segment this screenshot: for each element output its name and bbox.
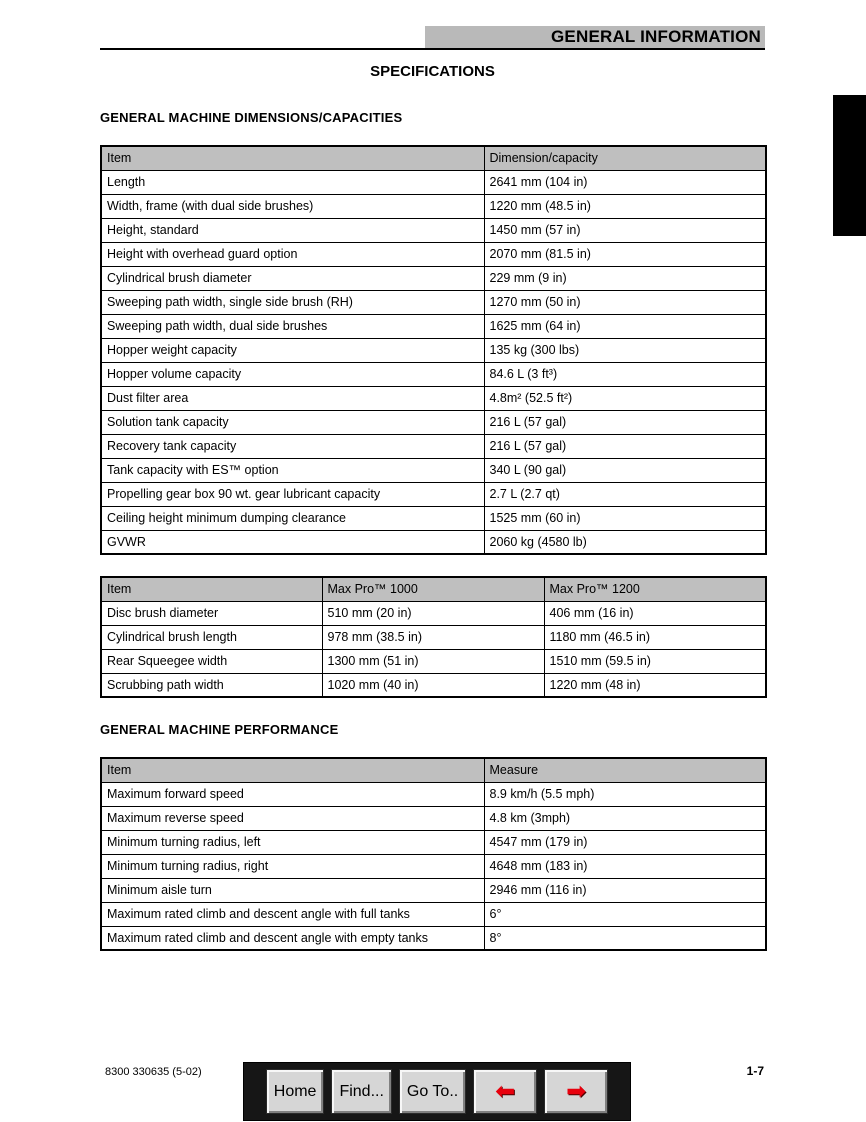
- table-cell: Minimum turning radius, left: [101, 830, 484, 854]
- table-row: [101, 434, 766, 458]
- table-row: [101, 902, 766, 926]
- table-cell: 1180 mm (46.5 in): [544, 625, 766, 649]
- previous-page-button[interactable]: [473, 1069, 537, 1114]
- table-cell: 8.9 km/h (5.5 mph): [484, 782, 766, 806]
- column-header: Measure: [484, 758, 766, 782]
- table-row: [101, 482, 766, 506]
- table-cell: 1625 mm (64 in): [484, 314, 766, 338]
- page-title: SPECIFICATIONS: [370, 63, 495, 80]
- table-cell: 135 kg (300 lbs): [484, 338, 766, 362]
- table-header-row: [101, 146, 766, 170]
- column-header: Max Pro™ 1200: [544, 577, 766, 601]
- table-row: [101, 170, 766, 194]
- table-cell: 216 L (57 gal): [484, 410, 766, 434]
- table-row: [101, 386, 766, 410]
- column-header: Item: [101, 146, 484, 170]
- table-cell: 2.7 L (2.7 qt): [484, 482, 766, 506]
- table-cell: Sweeping path width, dual side brushes: [101, 314, 484, 338]
- section-tab-marker: [833, 95, 866, 236]
- table-cell: 406 mm (16 in): [544, 601, 766, 625]
- table-row: [101, 649, 766, 673]
- table-row: [101, 194, 766, 218]
- table-cell: Cylindrical brush diameter: [101, 266, 484, 290]
- table-cell: 4.8 km (3mph): [484, 806, 766, 830]
- table-cell: Recovery tank capacity: [101, 434, 484, 458]
- table-row: [101, 601, 766, 625]
- forward-arrow-icon: ➡: [566, 1077, 587, 1105]
- table-cell: Maximum reverse speed: [101, 806, 484, 830]
- table-row: [101, 854, 766, 878]
- table-cell: Scrubbing path width: [101, 673, 322, 697]
- page-header-rule: [100, 26, 765, 50]
- table-cell: Tank capacity with ES™ option: [101, 458, 484, 482]
- table-cell: Hopper weight capacity: [101, 338, 484, 362]
- next-page-button[interactable]: [544, 1069, 608, 1114]
- table-row: [101, 530, 766, 554]
- table-cell: 1510 mm (59.5 in): [544, 649, 766, 673]
- table-row: [101, 878, 766, 902]
- back-arrow-icon: ⬅: [495, 1077, 516, 1105]
- table-cell: 1020 mm (40 in): [322, 673, 544, 697]
- table-cell: 340 L (90 gal): [484, 458, 766, 482]
- table-cell: Disc brush diameter: [101, 601, 322, 625]
- table-cell: Rear Squeegee width: [101, 649, 322, 673]
- column-header: Max Pro™ 1000: [322, 577, 544, 601]
- table-cell: Ceiling height minimum dumping clearance: [101, 506, 484, 530]
- dimensions-capacities-table: [100, 145, 767, 555]
- page-header-title: GENERAL INFORMATION: [425, 26, 765, 48]
- table-row: [101, 782, 766, 806]
- table-cell: 1450 mm (57 in): [484, 218, 766, 242]
- table-cell: 2070 mm (81.5 in): [484, 242, 766, 266]
- table-row: [101, 926, 766, 950]
- table-cell: Propelling gear box 90 wt. gear lubricant capacity: [101, 482, 484, 506]
- table-cell: Cylindrical brush length: [101, 625, 322, 649]
- table-cell: 1300 mm (51 in): [322, 649, 544, 673]
- table-cell: 84.6 L (3 ft³): [484, 362, 766, 386]
- table-cell: 2946 mm (116 in): [484, 878, 766, 902]
- pdf-navigation-bar: [243, 1062, 631, 1121]
- section-heading-performance: GENERAL MACHINE PERFORMANCE: [100, 722, 339, 737]
- table-cell: 6°: [484, 902, 766, 926]
- table-cell: GVWR: [101, 530, 484, 554]
- table-row: [101, 506, 766, 530]
- model-comparison-table: [100, 576, 767, 698]
- document-number: 8300 330635 (5-02): [105, 1066, 202, 1078]
- table-row: [101, 625, 766, 649]
- table-cell: Minimum aisle turn: [101, 878, 484, 902]
- table-cell: 1220 mm (48 in): [544, 673, 766, 697]
- table-row: [101, 242, 766, 266]
- home-button[interactable]: Home: [266, 1069, 325, 1114]
- table-cell: 510 mm (20 in): [322, 601, 544, 625]
- table-cell: 4.8m² (52.5 ft²): [484, 386, 766, 410]
- table-cell: 978 mm (38.5 in): [322, 625, 544, 649]
- table-row: [101, 806, 766, 830]
- table-cell: 4648 mm (183 in): [484, 854, 766, 878]
- table-row: [101, 458, 766, 482]
- goto-button[interactable]: Go To..: [399, 1069, 466, 1114]
- table-cell: Dust filter area: [101, 386, 484, 410]
- column-header: Dimension/capacity: [484, 146, 766, 170]
- table-cell: Solution tank capacity: [101, 410, 484, 434]
- table-header-row: [101, 577, 766, 601]
- table-row: [101, 362, 766, 386]
- table-cell: 1270 mm (50 in): [484, 290, 766, 314]
- table-cell: 216 L (57 gal): [484, 434, 766, 458]
- table-row: [101, 218, 766, 242]
- column-header: Item: [101, 758, 484, 782]
- table-row: [101, 830, 766, 854]
- table-row: [101, 338, 766, 362]
- table-cell: 4547 mm (179 in): [484, 830, 766, 854]
- column-header: Item: [101, 577, 322, 601]
- table-row: [101, 673, 766, 697]
- table-row: [101, 314, 766, 338]
- table-cell: Height with overhead guard option: [101, 242, 484, 266]
- table-cell: 2641 mm (104 in): [484, 170, 766, 194]
- table-header-row: [101, 758, 766, 782]
- table-cell: 8°: [484, 926, 766, 950]
- table-cell: Length: [101, 170, 484, 194]
- table-cell: Width, frame (with dual side brushes): [101, 194, 484, 218]
- table-cell: Maximum rated climb and descent angle with empty tanks: [101, 926, 484, 950]
- table-cell: Minimum turning radius, right: [101, 854, 484, 878]
- table-row: [101, 266, 766, 290]
- performance-table: [100, 757, 767, 951]
- table-cell: Maximum rated climb and descent angle with full tanks: [101, 902, 484, 926]
- page-number: 1-7: [746, 1064, 764, 1078]
- table-cell: Maximum forward speed: [101, 782, 484, 806]
- table-cell: Sweeping path width, single side brush (RH): [101, 290, 484, 314]
- table-cell: Height, standard: [101, 218, 484, 242]
- table-cell: 1525 mm (60 in): [484, 506, 766, 530]
- table-cell: 229 mm (9 in): [484, 266, 766, 290]
- table-cell: 1220 mm (48.5 in): [484, 194, 766, 218]
- section-heading-dimensions: GENERAL MACHINE DIMENSIONS/CAPACITIES: [100, 110, 403, 125]
- table-cell: Hopper volume capacity: [101, 362, 484, 386]
- find-button[interactable]: Find...: [331, 1069, 391, 1114]
- table-row: [101, 410, 766, 434]
- table-cell: 2060 kg (4580 lb): [484, 530, 766, 554]
- table-row: [101, 290, 766, 314]
